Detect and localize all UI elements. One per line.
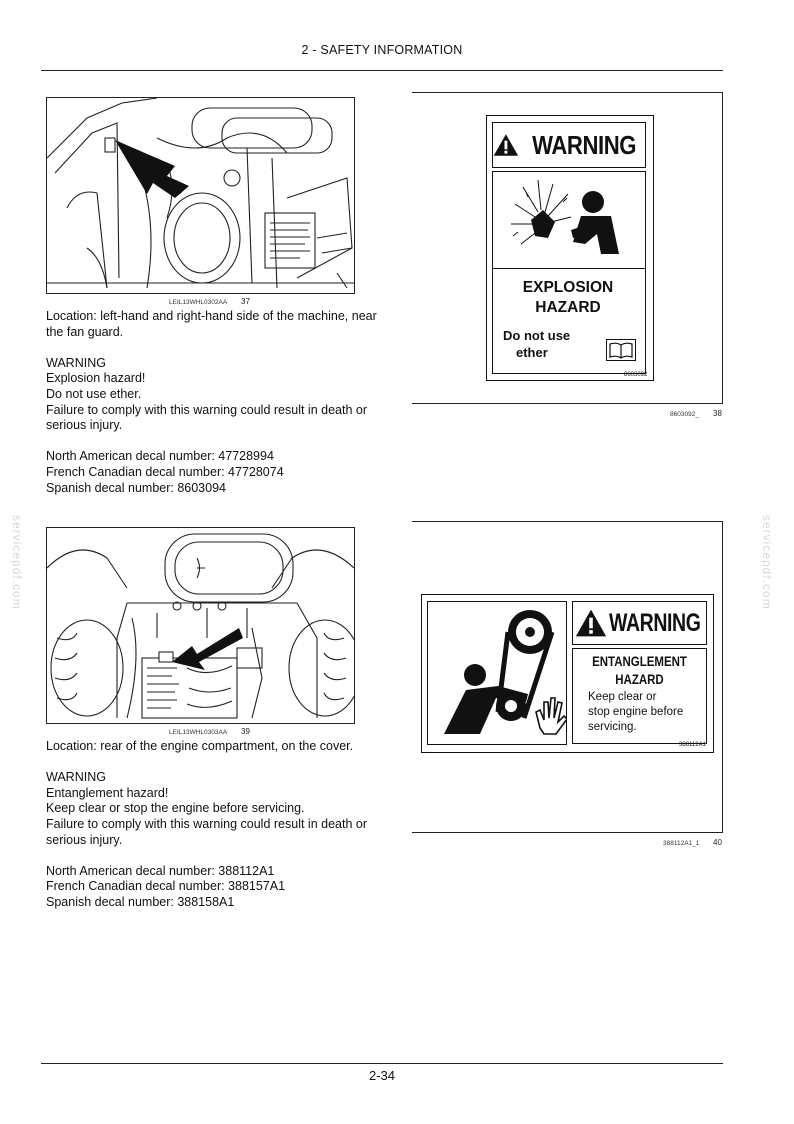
figure-38-top-rule (412, 92, 723, 93)
figure-40-top-rule (412, 521, 723, 522)
figure-40-right-rule (722, 521, 723, 832)
decal-38-hazard-line-2: HAZARD (535, 299, 601, 316)
page-header-title: 2 - SAFETY INFORMATION (301, 43, 463, 57)
explosion-person-icon (493, 172, 645, 270)
decal-38-pictogram-panel (492, 171, 646, 271)
section-2-fc-decal: French Canadian decal number: 388157A1 (46, 879, 286, 894)
figure-39-caption: LEIL13WHL0303AA (169, 729, 228, 736)
entanglement-hazard-decal (421, 594, 714, 753)
decal-38-instruction-line-1: Do not use (503, 328, 571, 343)
decal-40-hazard-line-1: ENTANGLEMENT (592, 653, 687, 669)
figure-37-number: 37 (241, 297, 250, 306)
section-2-location: Location: rear of the engine compartment, on the cover. (46, 739, 354, 753)
decal-40-hazard-line-2: HAZARD (615, 671, 664, 687)
explosion-hazard-decal (486, 115, 654, 381)
figure-38-caption: 8603092_ (670, 411, 699, 418)
figure-40-bottom-rule (412, 832, 723, 833)
watermark-right: servicepdf.com (760, 515, 774, 610)
decal-40-instruction-line-1: Keep clear or (588, 691, 657, 703)
figure-38-number: 38 (713, 409, 722, 418)
hand-icon (536, 698, 566, 734)
figure-37-illustration (46, 97, 355, 294)
decal-40-instruction-line-3: servicing. (588, 721, 637, 733)
section-1-location: Location: left-hand and right-hand side of the machine, near the fan guard. (46, 309, 377, 339)
section-1-line-2: Do not use ether. (46, 386, 142, 401)
figure-38-right-rule (722, 92, 723, 403)
decal-38-signal-word: WARNING (531, 129, 636, 160)
decal-38-text-panel (492, 268, 646, 374)
figure-37-caption: LEIL13WHL0302AA (169, 299, 228, 306)
decal-40-warning-bar (572, 601, 707, 645)
section-2-na-decal: North American decal number: 388112A1 (46, 863, 275, 878)
section-1-es-decal: Spanish decal number: 8603094 (46, 480, 226, 495)
section-1-line-3: Failure to comply with this warning could result in death or serious injury. (46, 402, 367, 433)
warning-triangle-icon (493, 129, 519, 161)
footer-rule (41, 1063, 723, 1064)
section-1-fc-decal: French Canadian decal number: 47728074 (46, 464, 284, 479)
figure-40-caption: 388112A1_1 (663, 840, 700, 847)
figure-38-bottom-rule (412, 403, 723, 404)
figure-39-illustration (46, 527, 355, 724)
section-2-line-2: Keep clear or stop the engine before servicing. (46, 801, 305, 816)
engine-compartment-cover-drawing (47, 528, 354, 723)
belt-entanglement-person-icon (428, 602, 566, 744)
section-2-es-decal: Spanish decal number: 388158A1 (46, 894, 235, 909)
section-2-line-1: Entanglement hazard! (46, 785, 169, 800)
section-2-line-3: Failure to comply with this warning could result in death or serious injury. (46, 816, 367, 847)
watermark-left: servicepdf.com (10, 515, 24, 610)
decal-38-hazard-line-1: EXPLOSION (522, 279, 614, 296)
section-1-na-decal: North American decal number: 47728994 (46, 449, 274, 464)
page-number: 2-34 (368, 1068, 396, 1083)
warning-triangle-icon (575, 608, 607, 638)
location-arrow-icon (115, 140, 189, 198)
section-1-warning-label: WARNING (46, 355, 106, 370)
decal-38-warning-bar (492, 122, 646, 168)
decal-40-pictogram-panel (427, 601, 567, 745)
header-rule (41, 70, 723, 71)
section-1-line-1: Explosion hazard! (46, 371, 146, 386)
section-2-text (46, 739, 386, 911)
decal-40-text-panel (572, 648, 707, 744)
section-2-warning-label: WARNING (46, 770, 106, 785)
figure-40-number: 40 (713, 838, 722, 847)
decal-38-instruction-line-2: ether (516, 345, 548, 360)
decal-40-signal-word: WARNING (608, 608, 701, 637)
engine-fan-guard-drawing (47, 98, 354, 293)
figure-39-number: 39 (241, 727, 250, 736)
manual-book-icon (606, 339, 636, 361)
decal-40-instruction-line-2: stop engine before (588, 706, 684, 718)
decal-40-code: 388112A1 (679, 742, 706, 748)
section-1-text (46, 309, 386, 496)
decal-38-code: 8603092 (624, 372, 648, 378)
